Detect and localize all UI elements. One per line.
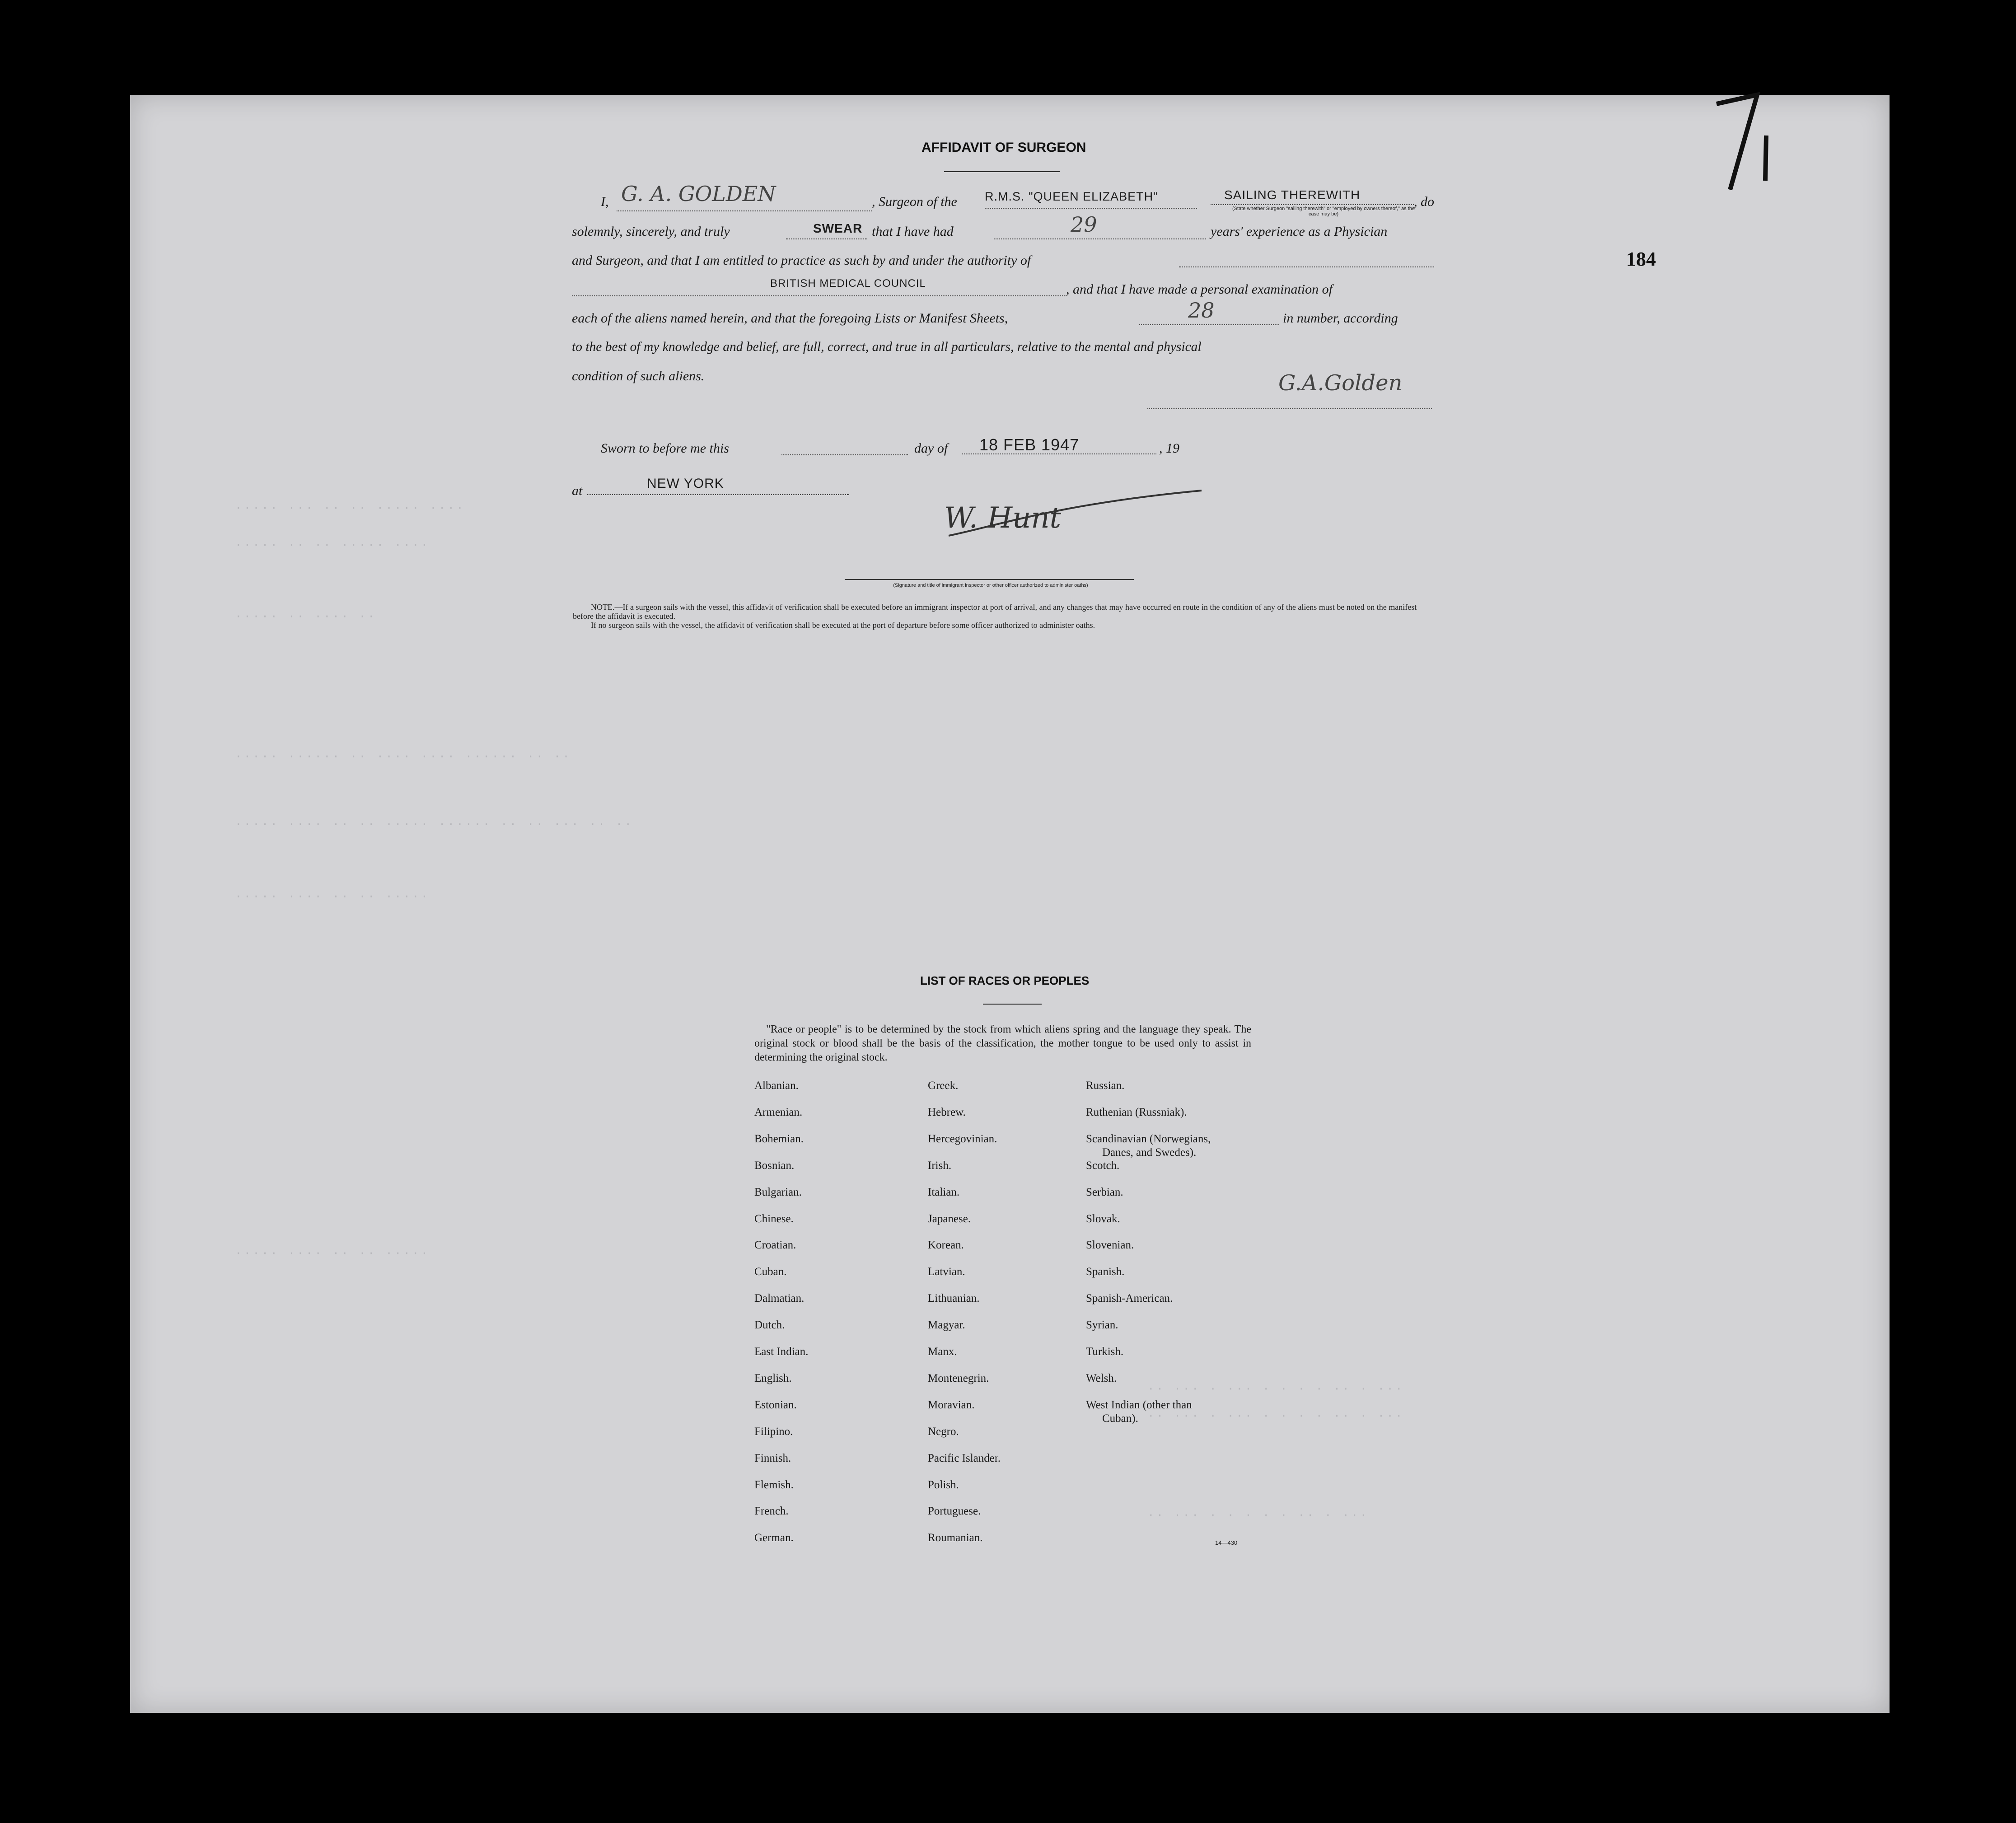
sheet-count: 28 xyxy=(1188,298,1215,323)
race-item: Greek. xyxy=(928,1080,959,1092)
bleed-through-text: ····· ······ ·· ···· ···· ······ ·· ·· xyxy=(235,750,571,763)
race-item: Welsh. xyxy=(1086,1372,1117,1384)
race-item: Korean. xyxy=(928,1239,964,1252)
race-item: French. xyxy=(754,1505,789,1518)
officer-signature-line xyxy=(845,579,1134,580)
note-paragraph-1: NOTE.—If a surgeon sails with the vessel, this affidavit of verification shall be executed before an immigrant inspector at port of arrival, and any changes that may have occurred en route in the condition of any of the aliens must be noted on the manifest before the affidavit is executed. xyxy=(573,603,1417,621)
race-item: Hercegovinian. xyxy=(928,1132,997,1145)
sailing-caption: (State whether Surgeon "sailing therewith" or "employed by owners thereof," as the case may be) xyxy=(1232,206,1415,217)
race-item: Russian. xyxy=(1086,1080,1125,1092)
bleed-through-text: ····· ···· ·· ·· ····· xyxy=(235,1247,430,1260)
bleed-through-text: ····· ··· ·· ·· ····· ···· xyxy=(235,501,465,515)
race-item: Croatian. xyxy=(754,1239,796,1252)
race-item: Latvian. xyxy=(928,1266,965,1278)
affidavit-line4-end: , and that I have made a personal examination of xyxy=(1066,282,1333,297)
affidavit-line7: condition of such aliens. xyxy=(572,369,705,383)
note-paragraph-2: If no surgeon sails with the vessel, the affidavit of verification shall be executed at the port of departure before some officer authorized to administer oaths. xyxy=(591,621,1095,630)
authority-field-start xyxy=(1179,266,1434,267)
race-item: English. xyxy=(754,1372,792,1384)
race-item: Armenian. xyxy=(754,1106,803,1118)
affidavit-line1-surgeon-of: , Surgeon of the xyxy=(872,194,957,209)
authority-field xyxy=(572,295,1066,296)
race-item: German. xyxy=(754,1532,794,1544)
race-item: Flemish. xyxy=(754,1478,794,1491)
races-title: LIST OF RACES OR PEOPLES xyxy=(920,974,1090,987)
affidavit-note xyxy=(573,603,1436,630)
affidavit-line2-end: years' experience as a Physician xyxy=(1211,224,1388,239)
officer-signature-caption: (Signature and title of immigrant inspector or other officer authorized to administer oaths) xyxy=(893,583,1088,588)
race-item: Ruthenian (Russniak). xyxy=(1086,1106,1187,1118)
document-page xyxy=(130,95,1890,1713)
race-item: Hebrew. xyxy=(928,1106,966,1118)
bleed-through-text: ····· ···· ·· ·· ····· xyxy=(235,890,430,903)
race-item: East Indian. xyxy=(754,1346,809,1358)
sailing-field xyxy=(1211,204,1414,205)
sworn-start: Sworn to before me this xyxy=(601,441,729,456)
bleed-through-text: ····· ·· ···· ·· xyxy=(235,610,377,623)
years-experience: 29 xyxy=(1071,212,1097,237)
affidavit-line1-end: , do xyxy=(1414,194,1434,209)
sworn-date-field xyxy=(962,453,1156,454)
bleed-through-text: ····· ···· ·· ·· ····· ······ ·· ·· ··· ·· ·· xyxy=(235,818,634,831)
surgeon-signature-line xyxy=(1147,408,1432,409)
bleed-through-text: ·· ··· · ··· · · · · ·· · ··· xyxy=(1147,1409,1404,1423)
oath-field xyxy=(786,238,867,239)
sworn-year: , 19 xyxy=(1159,441,1179,456)
bleed-through-text: ·· ··· · ··· · · · · ·· · ··· xyxy=(1147,1382,1404,1396)
race-item: Cuban). xyxy=(1102,1412,1138,1425)
affidavit-line2-start: solemnly, sincerely, and truly xyxy=(572,224,730,239)
sworn-date: 18 FEB 1947 xyxy=(979,435,1080,454)
race-item: Scandinavian (Norwegians, xyxy=(1086,1132,1211,1145)
race-item: Polish. xyxy=(928,1478,959,1491)
race-item: Manx. xyxy=(928,1346,957,1358)
affidavit-line1-i: I, xyxy=(601,194,609,209)
handwritten-page-mark xyxy=(1712,90,1784,199)
races-title-underline xyxy=(983,1004,1042,1005)
race-item: Albanian. xyxy=(754,1080,799,1092)
race-item: Spanish. xyxy=(1086,1266,1125,1278)
race-item: Spanish-American. xyxy=(1086,1292,1173,1305)
title-underline xyxy=(944,171,1060,172)
race-item: Slovenian. xyxy=(1086,1239,1134,1252)
sworn-at: at xyxy=(572,483,583,498)
race-item: Dutch. xyxy=(754,1319,785,1332)
race-item: Serbian. xyxy=(1086,1186,1123,1198)
race-item: West Indian (other than xyxy=(1086,1398,1192,1411)
sworn-day-field xyxy=(781,454,908,455)
race-item: Portuguese. xyxy=(928,1505,981,1518)
race-item: Bohemian. xyxy=(754,1132,804,1145)
race-item: Danes, and Swedes). xyxy=(1102,1146,1197,1159)
surgeon-name-field xyxy=(617,210,872,211)
sworn-day-of: day of xyxy=(914,441,948,456)
sworn-place: NEW YORK xyxy=(647,476,724,491)
race-item: Dalmatian. xyxy=(754,1292,805,1305)
officer-signature: W. Hunt xyxy=(944,501,1062,535)
race-item: Syrian. xyxy=(1086,1319,1118,1332)
authority-name: BRITISH MEDICAL COUNCIL xyxy=(770,277,926,290)
race-item: Cuban. xyxy=(754,1266,787,1278)
race-item: Bulgarian. xyxy=(754,1186,802,1198)
surgeon-signature: G.A.Golden xyxy=(1278,370,1403,396)
years-field xyxy=(994,238,1206,239)
race-item: Bosnian. xyxy=(754,1159,795,1172)
sailing-status: SAILING THEREWITH xyxy=(1224,188,1361,202)
race-item: Estonian. xyxy=(754,1398,797,1411)
bleed-through-text: ····· ·· ·· ····· ···· xyxy=(235,538,430,552)
sheets-field xyxy=(1139,324,1279,325)
affidavit-line5-end: in number, according xyxy=(1283,311,1398,326)
races-intro: "Race or people" is to be determined by the stock from which aliens spring and the language they speak. The original stock or blood shall be the basis of the classification, the mother tongue to be used only to assist in determining the original stock. xyxy=(754,1024,1251,1063)
signature-flourish xyxy=(940,486,1211,545)
race-item: Montenegrin. xyxy=(928,1372,989,1384)
race-item: Roumanian. xyxy=(928,1532,983,1544)
race-item: Italian. xyxy=(928,1186,960,1198)
race-item: Scotch. xyxy=(1086,1159,1120,1172)
race-item: Moravian. xyxy=(928,1398,975,1411)
ship-name: R.M.S. "QUEEN ELIZABETH" xyxy=(985,190,1158,203)
race-item: Turkish. xyxy=(1086,1346,1124,1358)
affidavit-title: AFFIDAVIT OF SURGEON xyxy=(921,140,1086,155)
race-item: Japanese. xyxy=(928,1212,971,1225)
race-item: Pacific Islander. xyxy=(928,1452,1001,1464)
race-item: Filipino. xyxy=(754,1425,793,1438)
affidavit-line6: to the best of my knowledge and belief, are full, correct, and true in all particulars, relative to the mental and physical xyxy=(572,340,1202,354)
race-item: Negro. xyxy=(928,1425,959,1438)
race-item: Irish. xyxy=(928,1159,952,1172)
bleed-through-text: ·· ··· · · · · · ·· · ··· xyxy=(1147,1509,1369,1522)
affidavit-line3: and Surgeon, and that I am entitled to practice as such by and under the authority of xyxy=(572,253,1031,268)
race-item: Finnish. xyxy=(754,1452,791,1464)
race-item: Lithuanian. xyxy=(928,1292,980,1305)
race-item: Chinese. xyxy=(754,1212,794,1225)
page-number: 184 xyxy=(1626,248,1656,270)
oath-word: SWEAR xyxy=(813,221,863,235)
form-number: 14—430 xyxy=(1215,1539,1238,1546)
race-item: Slovak. xyxy=(1086,1212,1120,1225)
race-item: Magyar. xyxy=(928,1319,965,1332)
ship-field xyxy=(985,208,1197,209)
surgeon-name: G. A. GOLDEN xyxy=(621,182,776,206)
place-field xyxy=(587,494,849,495)
affidavit-line5-start: each of the aliens named herein, and that the foregoing Lists or Manifest Sheets, xyxy=(572,311,1008,326)
affidavit-line2-mid: that I have had xyxy=(872,224,954,239)
